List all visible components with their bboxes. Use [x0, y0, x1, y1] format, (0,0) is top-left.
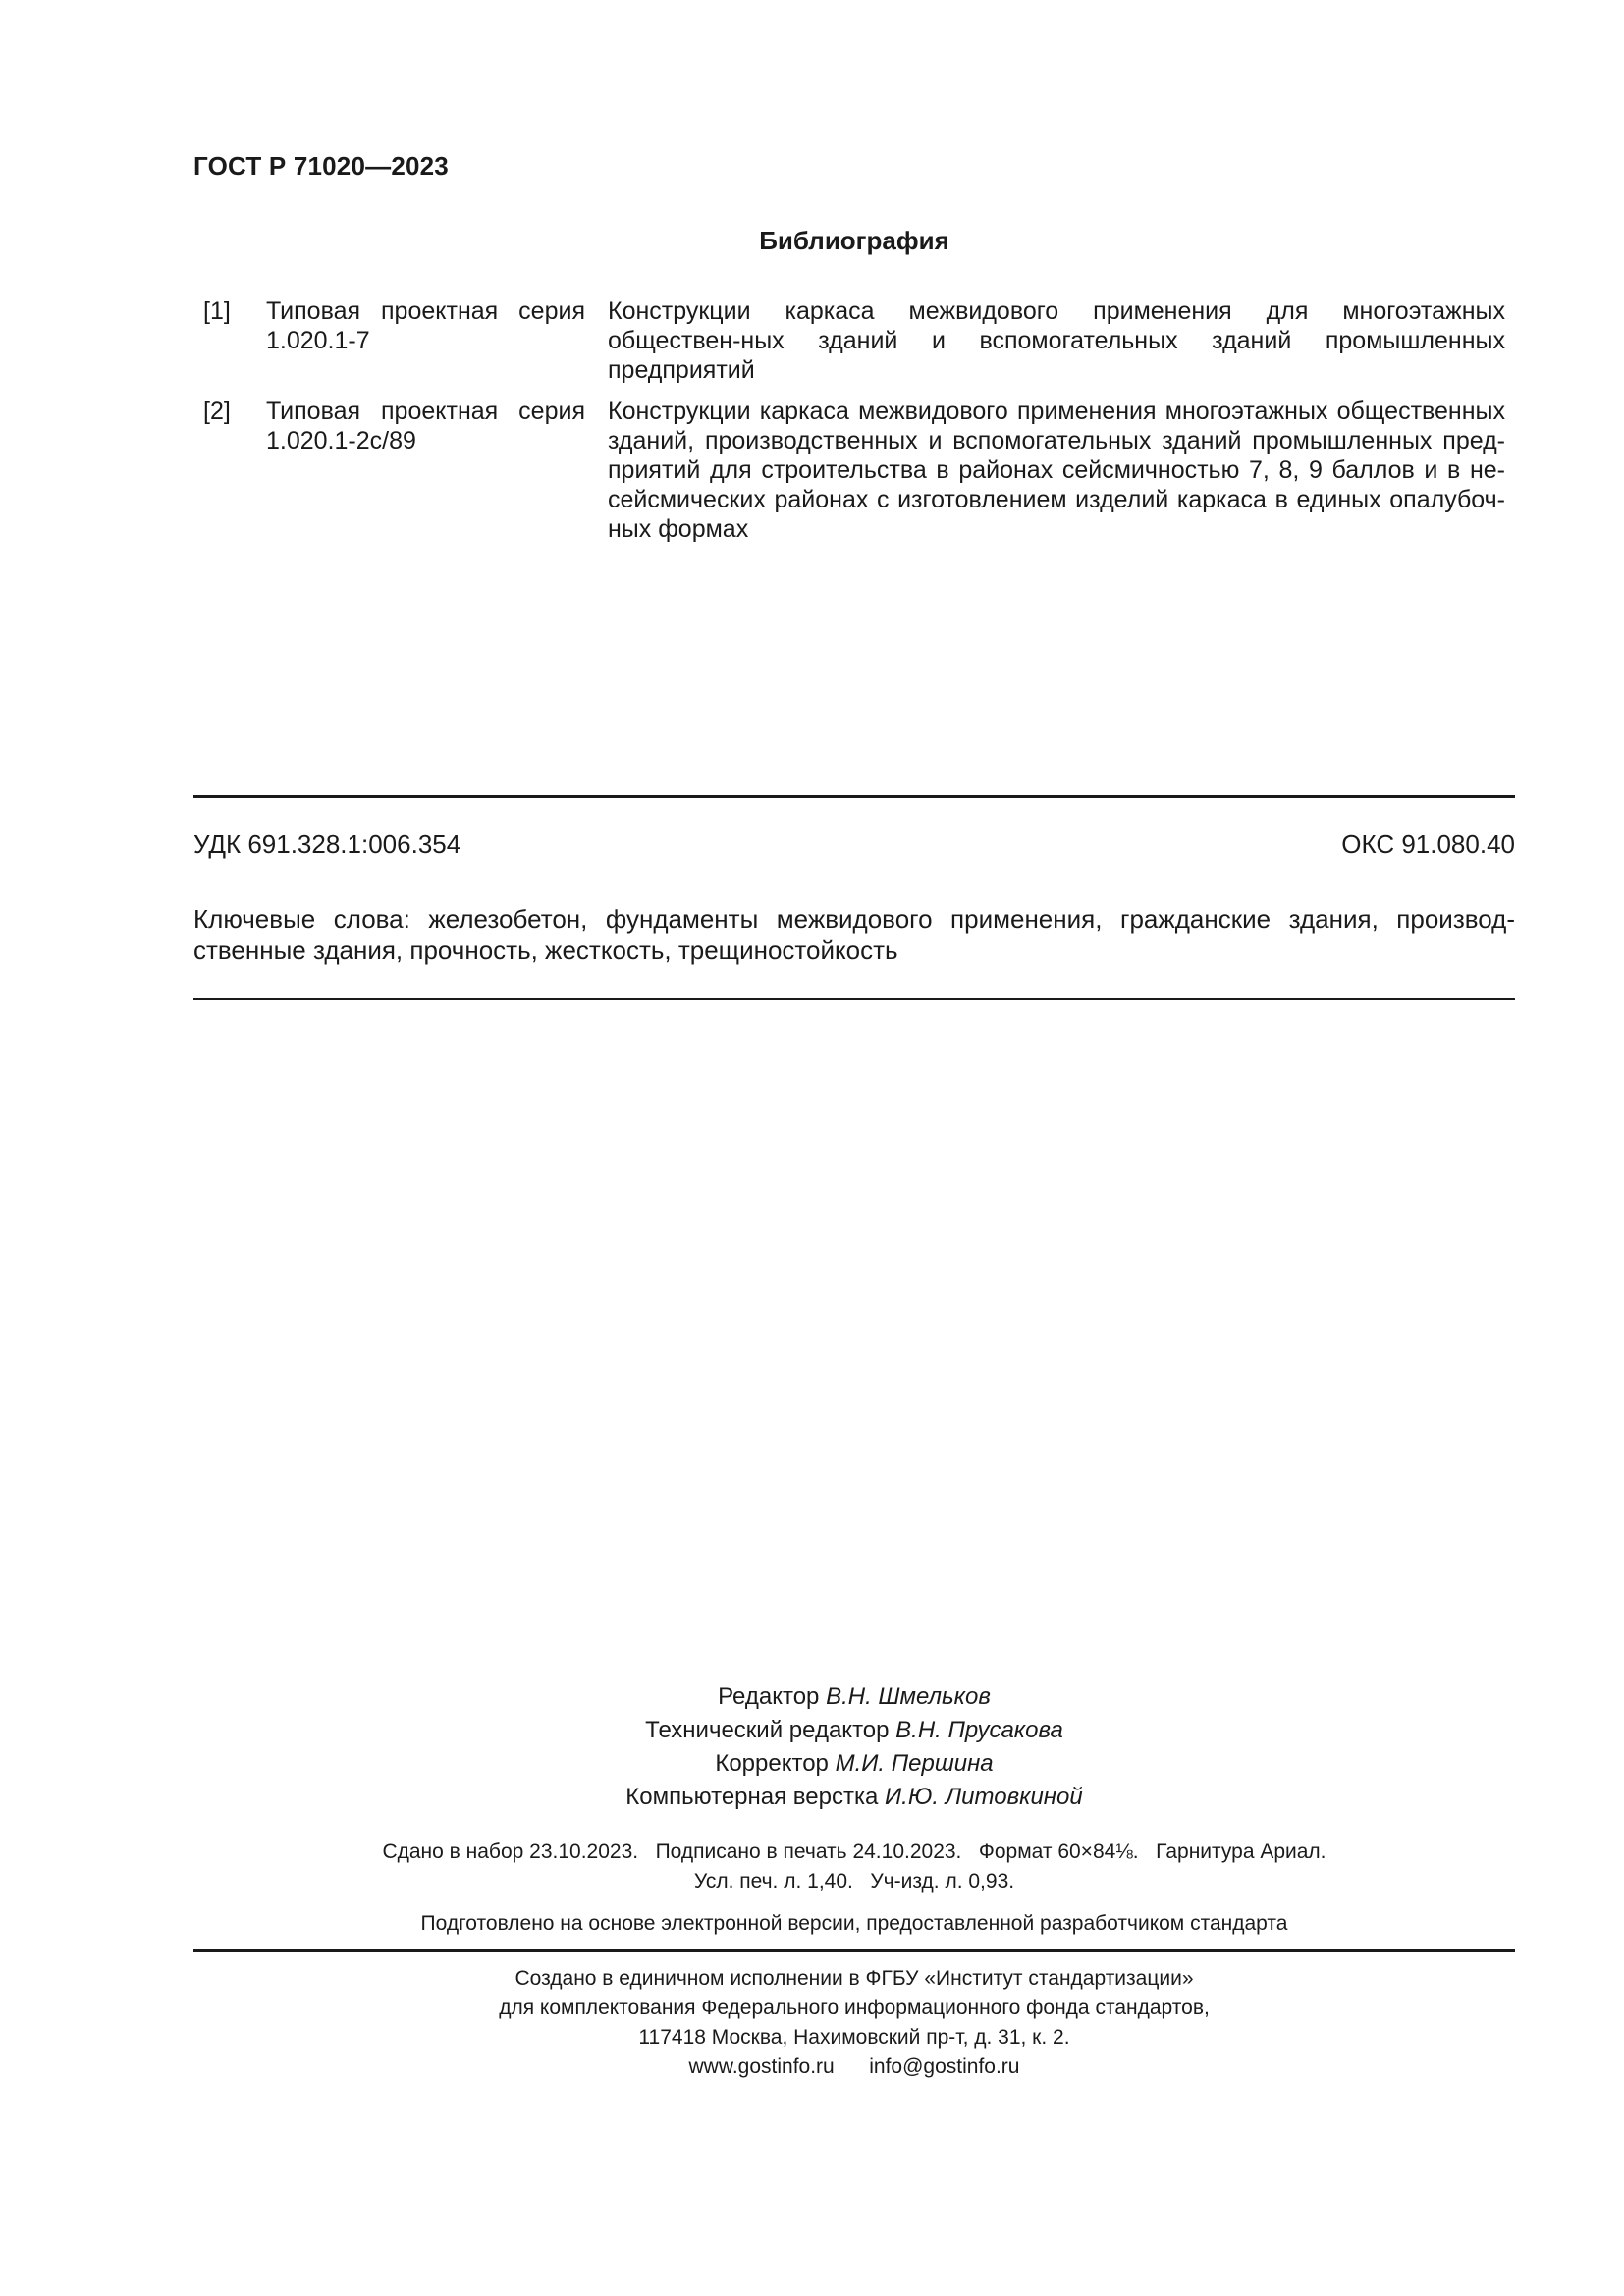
print-info: [0, 1838, 1624, 1896]
bibliography-list: [193, 296, 1515, 544]
publisher-line: 117418 Москва, Нахимовский пр-т, д. 31, к. 2.: [638, 2026, 1070, 2049]
document-code: ГОСТ Р 71020—2023: [193, 151, 449, 181]
keywords: Ключевые слова: железобетон, фундаменты межвидового применения, гражданские здания, производ-ственные здания, прочность, жесткость, трещиностойкость: [193, 904, 1515, 965]
entry-source: Типовая проектная серия 1.020.1-7: [266, 297, 585, 354]
publisher-info: [0, 1964, 1624, 2082]
entry-number: [2]: [203, 398, 231, 425]
email-link[interactable]: info@gostinfo.ru: [869, 2056, 1020, 2078]
staff-line: Корректор М.И. Першина: [715, 1750, 994, 1777]
entry-number: [1]: [203, 297, 231, 325]
divider-keywords: [193, 998, 1515, 1000]
prepared-note: Подготовлено на основе электронной версии, предоставленной разработчиком стандарта: [420, 1912, 1288, 1935]
publisher-contacts: [0, 2053, 1624, 2082]
publisher-line: для комплектования Федерального информационного фонда стандартов,: [499, 1997, 1210, 2019]
bibliography-entry: [193, 397, 1515, 544]
udk-code: УДК 691.328.1:006.354: [193, 829, 461, 859]
divider-top: [193, 795, 1515, 798]
staff-line: Компьютерная верстка И.Ю. Литовкиной: [625, 1784, 1083, 1810]
website-link[interactable]: www.gostinfo.ru: [688, 2056, 835, 2078]
entry-title: Конструкции каркаса межвидового применения для многоэтажных обществен-ных зданий и вспомогательных зданий промышленных предприятий: [608, 297, 1505, 384]
print-info-line: Сдано в набор 23.10.2023. Подписано в печать 24.10.2023. Формат 60×84⅛. Гарнитура Ариал.: [382, 1841, 1326, 1863]
staff-line: Технический редактор В.Н. Прусакова: [645, 1717, 1063, 1743]
print-info-line: Усл. печ. л. 1,40. Уч-изд. л. 0,93.: [693, 1870, 1015, 1893]
publisher-line: Создано в единичном исполнении в ФГБУ «Институт стандартизации»: [514, 1967, 1194, 1990]
staff-line: Редактор В.Н. Шмельков: [718, 1683, 991, 1710]
bibliography-title: Библиография: [759, 226, 949, 255]
entry-title: Конструкции каркаса межвидового применения многоэтажных общественных зданий, производственных и вспомогательных зданий промышленных пред-приятий для строительства в районах сейсмичностью 7, 8, 9 баллов и в не-сейсмических районах с изготовлением изделий каркаса в единых опалубоч-ных формах: [608, 398, 1505, 543]
bibliography-entry: [193, 296, 1515, 385]
oks-code: ОКС 91.080.40: [1341, 829, 1515, 859]
staff-credits: [0, 1681, 1624, 1814]
entry-source: Типовая проектная серия 1.020.1-2с/89: [266, 398, 585, 454]
divider-bottom: [193, 1949, 1515, 1952]
